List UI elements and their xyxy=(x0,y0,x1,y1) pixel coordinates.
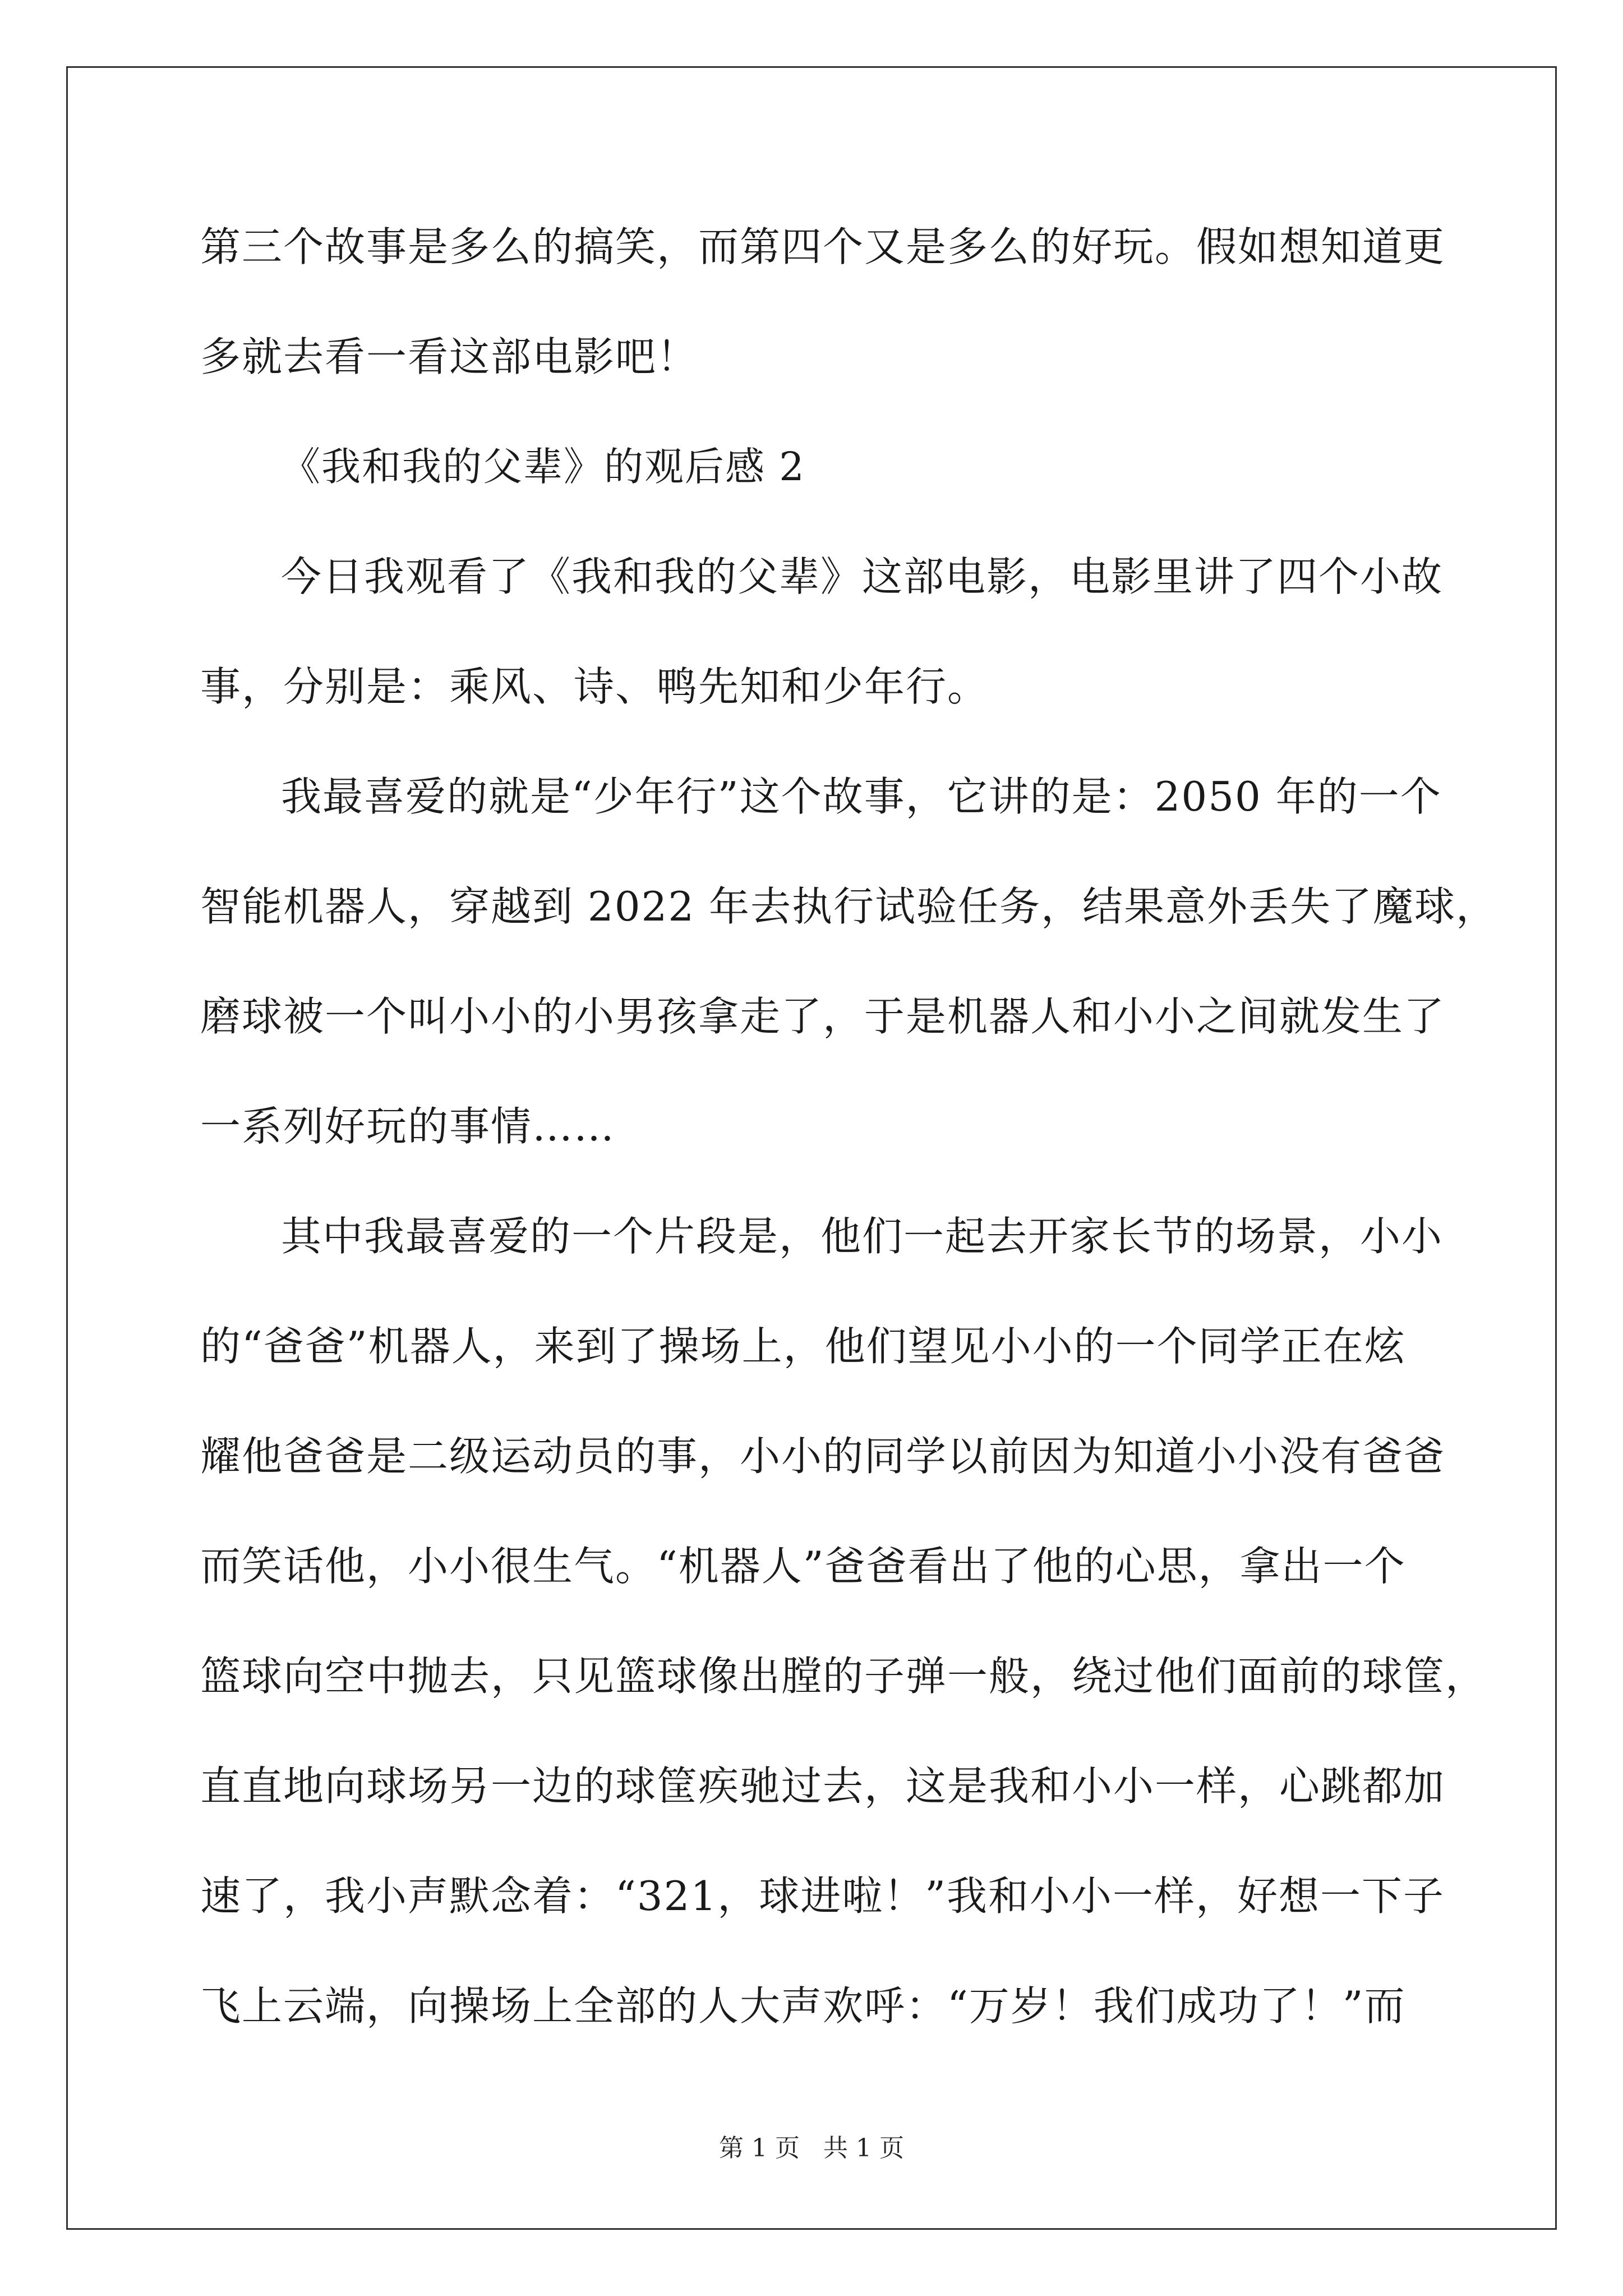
body-line: 一系列好玩的事情…… xyxy=(200,1103,616,1150)
body-line: 篮球向空中抛去，只见篮球像出膛的子弹一般，绕过他们面前的球筐， xyxy=(200,1653,1487,1700)
paragraph-start: 其中我最喜爱的一个片段是，他们一起去开家长节的场景，小小 xyxy=(281,1213,1444,1260)
body-line: 速了，我小声默念着：“321，球进啦！”我和小小一样，好想一下子 xyxy=(200,1872,1445,1920)
body-line: 智能机器人，穿越到 2022 年去执行试验任务，结果意外丢失了魔球， xyxy=(200,883,1498,930)
body-line: 多就去看一看这部电影吧！ xyxy=(200,333,699,380)
body-line: 而笑话他，小小很生气。“机器人”爸爸看出了他的心思，拿出一个 xyxy=(200,1543,1406,1590)
body-line: 耀他爸爸是二级运动员的事，小小的同学以前因为知道小小没有爸爸 xyxy=(200,1433,1446,1480)
paragraph-start: 我最喜爱的就是“少年行”这个故事，它讲的是：2050 年的一个 xyxy=(281,773,1442,820)
paragraph-start: 今日我观看了《我和我的父辈》这部电影，电影里讲了四个小故 xyxy=(281,553,1444,600)
body-line: 第三个故事是多么的搞笑，而第四个又是多么的好玩。假如想知道更 xyxy=(200,223,1446,270)
body-line: 直直地向球场另一边的球筐疾驰过去，这是我和小小一样，心跳都加 xyxy=(200,1763,1446,1810)
body-line: 的“爸爸”机器人，来到了操场上，他们望见小小的一个同学正在炫 xyxy=(200,1323,1406,1370)
page-footer xyxy=(0,2132,1623,2165)
body-line: 事，分别是：乘风、诗、鸭先知和少年行。 xyxy=(200,663,989,710)
body-line: 飞上云端，向操场上全部的人大声欢呼：“万岁！我们成功了！”而 xyxy=(200,1982,1406,2030)
page-total: 共 1 页 xyxy=(823,2134,904,2162)
page-number: 第 1 页 xyxy=(719,2134,800,2162)
body-line: 磨球被一个叫小小的小男孩拿走了，于是机器人和小小之间就发生了 xyxy=(200,993,1446,1040)
document-body xyxy=(200,213,1498,2082)
section-title: 《我和我的父辈》的观后感 2 xyxy=(281,444,805,490)
